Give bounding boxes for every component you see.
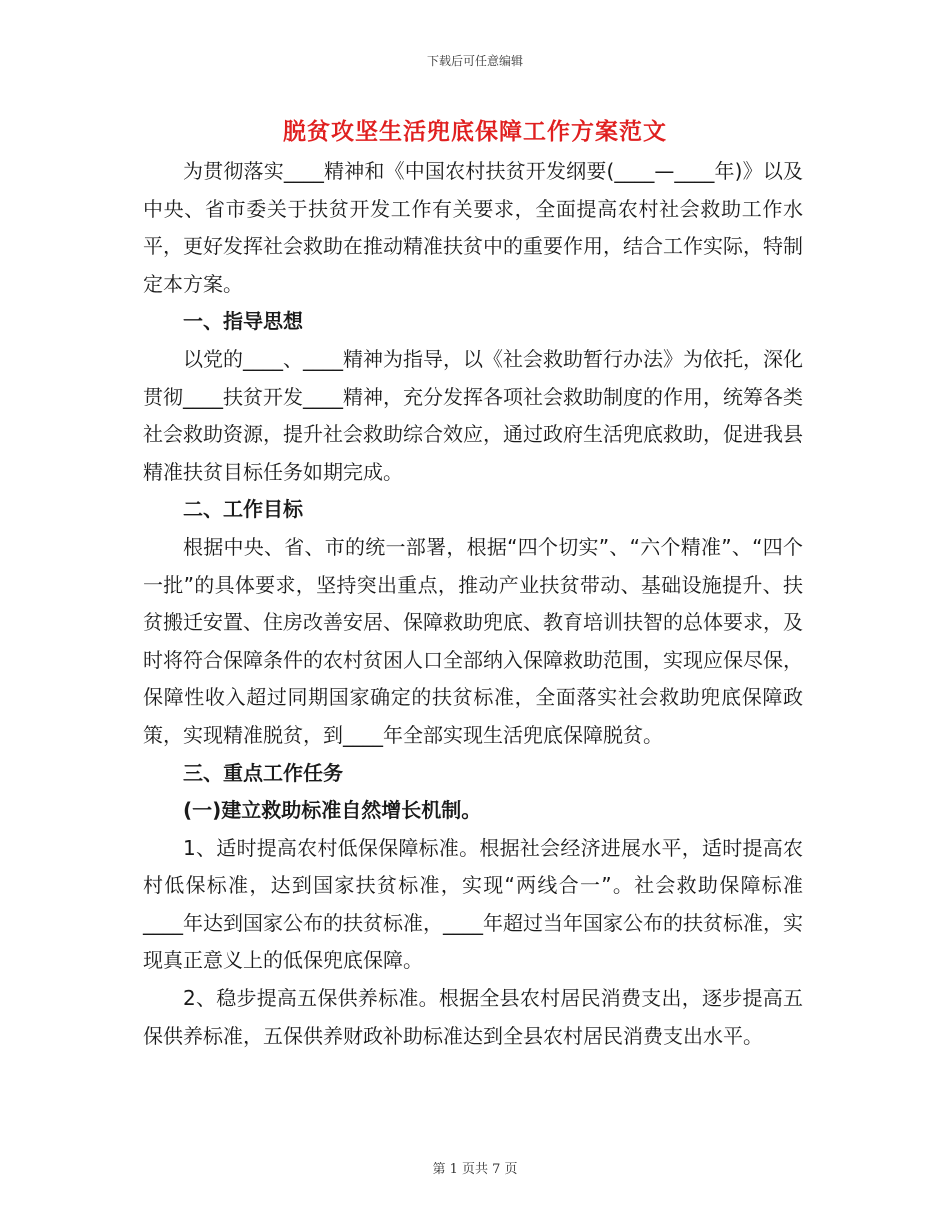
guiding-ideology-paragraph: 以党的____、____精神为指导，以《社会救助暂行办法》为依托，深化贯彻____扶贫开发____精神，充分发挥各项社会救助制度的作用，统筹各类社会救助资源，提升社会救助综合效应，通过政府生活兜底救助，促进我县精准扶贫目标任务如期完成。 — [143, 346, 803, 484]
section-heading-guiding-ideology: 一、指导思想 — [183, 309, 303, 334]
section-heading-work-goals: 二、工作目标 — [183, 497, 303, 522]
intro-paragraph: 为贯彻落实____精神和《中国农村扶贫开发纲要(____—____年)》以及中央、省市委关于扶贫开发工作有关要求，全面提高农村社会救助工作水平，更好发挥社会救助在推动精准扶贫中的重要作用，结合工作实际，特制定本方案。 — [143, 159, 803, 296]
section-heading-key-tasks: 三、重点工作任务 — [183, 760, 343, 785]
task-item-2-paragraph: 2、稳步提高五保供养标准。根据全县农村居民消费支出，逐步提高五保供养标准，五保供养财政补助标准达到全县农村居民消费支出水平。 — [143, 986, 803, 1048]
task-item-1-paragraph: 1、适时提高农村低保保障标准。根据社会经济进展水平，适时提高农村低保标准，达到国家扶贫标准，实现“两线合一”。社会救助保障标准____年达到国家公布的扶贫标准，____年超过当年国家公布的扶贫标准，实现真正意义上的低保兜底保障。 — [143, 835, 803, 973]
header-note: 下载后可任意编辑 — [426, 54, 523, 68]
page-number: 第 1 页共 7 页 — [432, 1162, 518, 1177]
document-title: 脱贫攻坚生活兜底保障工作方案范文 — [283, 118, 667, 145]
work-goals-paragraph: 根据中央、省、市的统一部署，根据“四个切实”、“六个精准”、“四个一批”的具体要求，坚持突出重点，推动产业扶贫带动、基础设施提升、扶贫搬迁安置、住房改善安居、保障救助兜底、教育培训扶智的总体要求，及时将符合保障条件的农村贫困人口全部纳入保障救助范围，实现应保尽保，保障性收入超过同期国家确定的扶贫标准，全面落实社会救助兜底保障政策，实现精准脱贫，到____年全部实现生活兜底保障脱贫。 — [143, 534, 803, 747]
subsection-heading-standard-growth: (一)建立救助标准自然增长机制。 — [183, 798, 482, 823]
document-body — [143, 153, 803, 1055]
